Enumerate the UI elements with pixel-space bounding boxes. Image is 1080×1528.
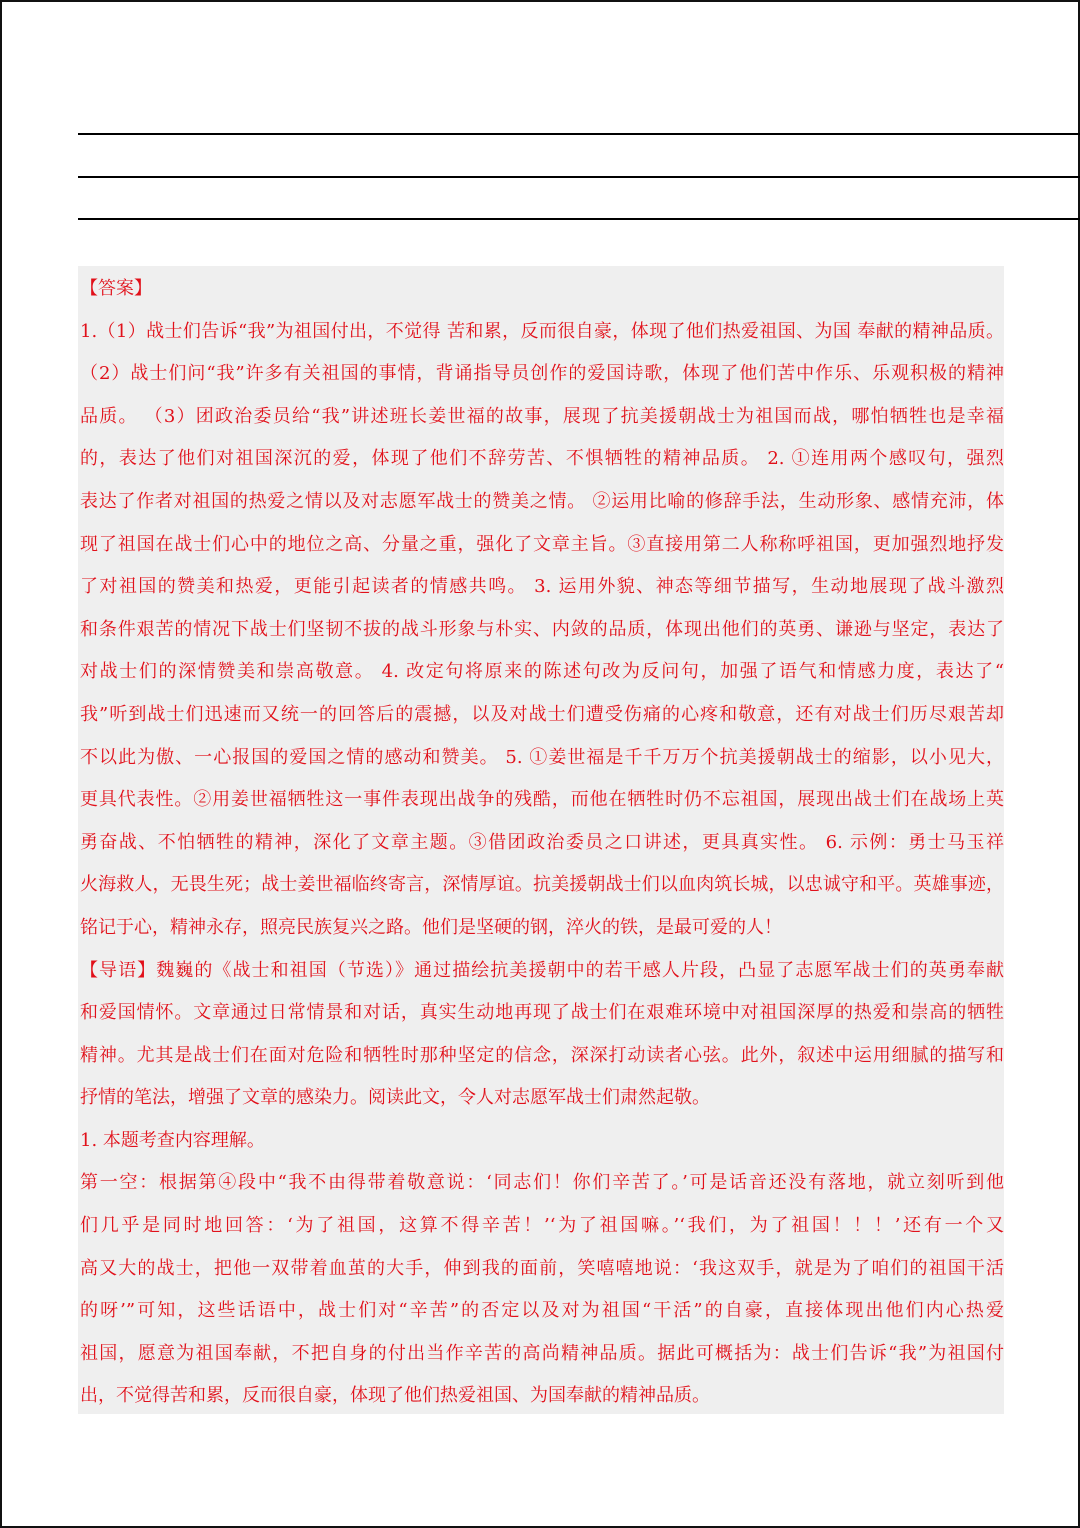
intro-line: 【导语】魏巍的《战士和祖国（节选）》通过描绘抗美援朝中的若干感人片段，凸显了志愿军战士们的英勇奉献 bbox=[80, 959, 1004, 981]
answer-text-block bbox=[80, 268, 1004, 1418]
explanation-line: 第一空：根据第④段中“我不由得带着敬意说：‘同志们！你们辛苦了。’可是话音还没有落地，就立刻听到他 bbox=[80, 1172, 1004, 1194]
answer-line-3 bbox=[78, 218, 1080, 220]
explanation-line: 出，不觉得苦和累，反而很自豪，体现了他们热爱祖国、为国奉献的精神品质。 bbox=[80, 1385, 710, 1407]
intro-line: 精神。尤其是战士们在面对危险和牺牲时那种坚定的信念，深深打动读者心弦。此外，叙述中运用细腻的描写和 bbox=[80, 1044, 1004, 1066]
answer-line: 表达了作者对祖国的热爱之情以及对志愿军战士的赞美之情。 ②运用比喻的修辞手法，生动形象、感情充沛，体 bbox=[80, 490, 1004, 512]
answer-line: （2）战士们问“我”许多有关祖国的事情，背诵指导员创作的爱国诗歌，体现了他们苦中作乐、乐观积极的精神 bbox=[80, 363, 1004, 385]
explanation-line: 祖国，愿意为祖国奉献，不把自身的付出当作辛苦的高尚精神品质。据此可概括为：战士们告诉“我”为祖国付 bbox=[80, 1342, 1004, 1364]
intro-line: 抒情的笔法，增强了文章的感染力。阅读此文，令人对志愿军战士们肃然起敬。 bbox=[80, 1087, 710, 1109]
intro-line: 和爱国情怀。文章通过日常情景和对话，真实生动地再现了战士们在艰难环境中对祖国深厚的热爱和崇高的牺牲 bbox=[80, 1002, 1004, 1024]
answer-line: 勇奋战、不怕牺牲的精神，深化了文章主题。③借团政治委员之口讲述，更具真实性。 6. 示例：勇士马玉祥 bbox=[80, 831, 1004, 853]
explanation-line: 高又大的战士，把他一双带着血茧的大手，伸到我的面前，笑嘻嘻地说：‘我这双手，就是为了咱们的祖国干活 bbox=[80, 1257, 1004, 1279]
explanation-line: 们几乎是同时地回答：‘为了祖国，这算不得辛苦！’‘为了祖国嘛。’‘我们，为了祖国！！！’还有一个又 bbox=[80, 1215, 1004, 1237]
answer-line: 不以此为傲、一心报国的爱国之情的感动和赞美。 5. ①姜世福是千千万万个抗美援朝战士的缩影，以小见大， bbox=[80, 746, 1004, 768]
question-heading: 1. 本题考查内容理解。 bbox=[80, 1129, 265, 1151]
answer-heading: 【答案】 bbox=[80, 278, 152, 299]
answer-line: 的，表达了他们对祖国深沉的爱，体现了他们不辞劳苦、不惧牺牲的精神品质。 2. ①连用两个感叹句，强烈 bbox=[80, 448, 1004, 470]
answer-line: 我”听到战士们迅速而又统一的回答后的震撼，以及对战士们遭受伤痛的心疼和敬意，还有对战士们历尽艰苦却 bbox=[80, 703, 1004, 725]
answer-line: 更具代表性。②用姜世福牺牲这一事件表现出战争的残酷，而他在牺牲时仍不忘祖国，展现出战士们在战场上英 bbox=[80, 789, 1004, 811]
answer-line: 铭记于心，精神永存，照亮民族复兴之路。他们是坚硬的钢，淬火的铁，是最可爱的人！ bbox=[80, 916, 782, 938]
answer-line: 现了祖国在战士们心中的地位之高、分量之重，强化了文章主旨。③直接用第二人称称呼祖国，更加强烈地抒发 bbox=[80, 533, 1004, 555]
explanation-line: 的呀’”可知，这些话语中，战士们对“辛苦”的否定以及对为祖国“干活”的自豪，直接体现出他们内心热爱 bbox=[80, 1300, 1004, 1322]
answer-line: 品质。 （3）团政治委员给“我”讲述班长姜世福的故事，展现了抗美援朝战士为祖国而战，哪怕牺牲也是幸福 bbox=[80, 405, 1004, 427]
answer-line-1 bbox=[78, 133, 1080, 135]
answer-line: 了对祖国的赞美和热爱，更能引起读者的情感共鸣。 3. 运用外貌、神态等细节描写，生动地展现了战斗激烈 bbox=[80, 576, 1004, 598]
answer-line-2 bbox=[78, 176, 1080, 178]
answer-line: 和条件艰苦的情况下战士们坚韧不拔的战斗形象与朴实、内敛的品质，体现出他们的英勇、谦逊与坚定，表达了 bbox=[80, 618, 1004, 640]
answer-line: 对战士们的深情赞美和崇高敬意。 4. 改定句将原来的陈述句改为反问句，加强了语气和情感力度，表达了“ bbox=[80, 661, 1004, 683]
answer-line: 1.（1）战士们告诉“我”为祖国付出，不觉得 苦和累，反而很自豪，体现了他们热爱祖国、为国 奉献的精神品质。 bbox=[80, 320, 1004, 342]
answer-line: 火海救人，无畏生死；战士姜世福临终寄言，深情厚谊。抗美援朝战士们以血肉筑长城，以忠诚守和平。英雄事迹， bbox=[80, 874, 1004, 896]
